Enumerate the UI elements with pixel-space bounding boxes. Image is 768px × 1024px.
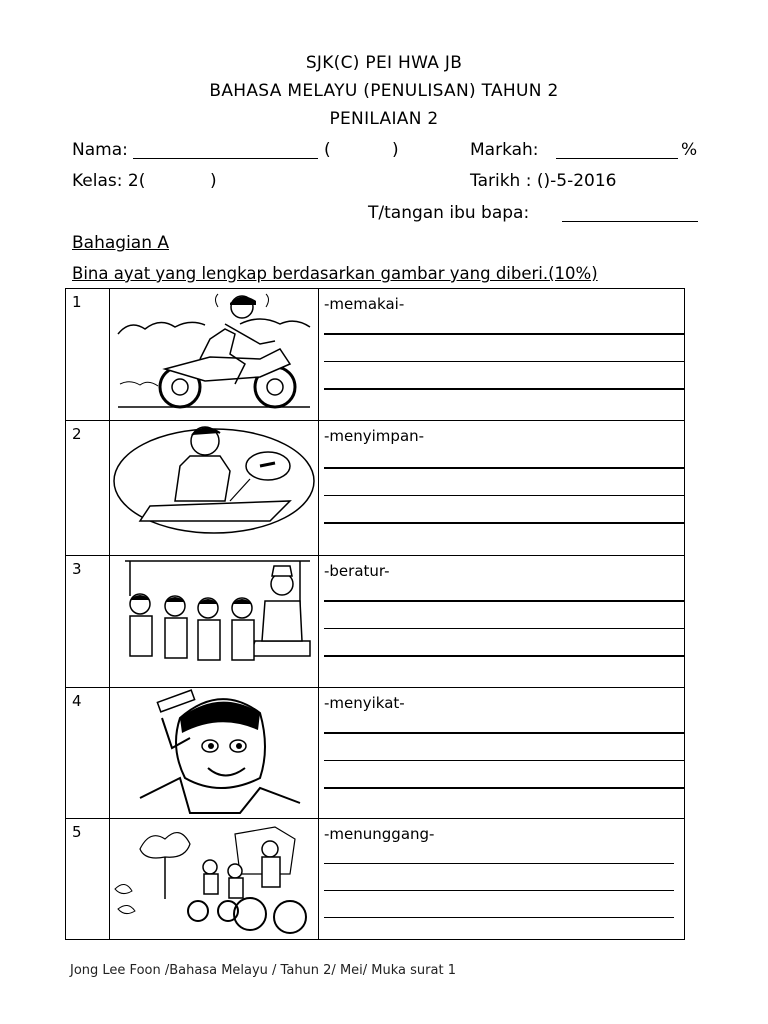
markah-suffix: % — [681, 140, 698, 160]
answer-cell — [319, 556, 685, 688]
assessment-title: PENILAIAN 2 — [329, 109, 439, 129]
picture-cell — [110, 421, 319, 556]
boy-storing-item-illustration — [110, 421, 318, 554]
question-row — [66, 556, 685, 688]
picture-cell — [110, 556, 319, 688]
nama-paren-open: ( — [324, 140, 331, 160]
question-number: 1 — [66, 289, 110, 421]
subject-title: BAHASA MELAYU (PENULISAN) TAHUN 2 — [209, 81, 559, 101]
question-row — [66, 289, 685, 421]
children-queue-illustration — [110, 556, 318, 686]
picture-cell — [110, 289, 319, 421]
nama-label: Nama: — [72, 140, 128, 160]
answer-line[interactable] — [324, 600, 684, 602]
nama-paren-close: ) — [392, 140, 399, 160]
answer-line[interactable] — [324, 787, 684, 789]
answer-line[interactable] — [324, 495, 684, 497]
answer-line[interactable] — [324, 333, 684, 335]
answer-line[interactable] — [324, 917, 674, 918]
answer-cell — [319, 688, 685, 819]
answer-line[interactable] — [324, 628, 684, 630]
cue-word: -menunggang- — [324, 825, 435, 843]
motorcycle-rider-illustration — [110, 289, 318, 419]
cue-word: -menyimpan- — [324, 427, 425, 445]
kelas-label: Kelas: 2( — [72, 171, 146, 191]
tarikh-label: Tarikh : ()-5-2016 — [470, 171, 617, 191]
answer-line[interactable] — [324, 863, 674, 864]
ttangan-field[interactable] — [562, 203, 698, 222]
question-row — [66, 819, 685, 940]
school-name: SJK(C) PEI HWA JB — [305, 53, 463, 73]
question-number: 5 — [66, 819, 110, 940]
question-row — [66, 688, 685, 819]
answer-line[interactable] — [324, 522, 684, 524]
question-row — [66, 421, 685, 556]
answer-line[interactable] — [324, 760, 684, 762]
page-footer: Jong Lee Foon /Bahasa Melayu / Tahun 2/ Mei/ Muka surat 1 — [70, 963, 456, 978]
question-number: 3 — [66, 556, 110, 688]
answer-line[interactable] — [324, 890, 674, 891]
picture-cell — [110, 688, 319, 819]
question-number: 2 — [66, 421, 110, 556]
family-cycling-illustration — [110, 819, 318, 938]
answer-cell — [319, 289, 685, 421]
answer-line[interactable] — [324, 732, 684, 734]
worksheet-table — [65, 288, 685, 940]
kelas-paren-close: ) — [210, 171, 217, 191]
answer-line[interactable] — [324, 467, 684, 469]
section-title: Bahagian A — [72, 233, 170, 253]
answer-line[interactable] — [324, 361, 684, 363]
answer-line[interactable] — [324, 655, 684, 657]
answer-cell — [319, 421, 685, 556]
picture-cell — [110, 819, 319, 940]
markah-label: Markah: — [470, 140, 539, 160]
cue-word: -beratur- — [324, 562, 390, 580]
answer-cell — [319, 819, 685, 940]
nama-field[interactable] — [133, 140, 318, 159]
boy-combing-hair-illustration — [110, 688, 318, 817]
ttangan-label: T/tangan ibu bapa: — [368, 203, 530, 223]
cue-word: -memakai- — [324, 295, 405, 313]
markah-field[interactable] — [556, 140, 678, 159]
cue-word: -menyikat- — [324, 694, 405, 712]
question-number: 4 — [66, 688, 110, 819]
answer-line[interactable] — [324, 388, 684, 390]
section-instruction: Bina ayat yang lengkap berdasarkan gambar yang diberi.(10%) — [72, 264, 598, 283]
